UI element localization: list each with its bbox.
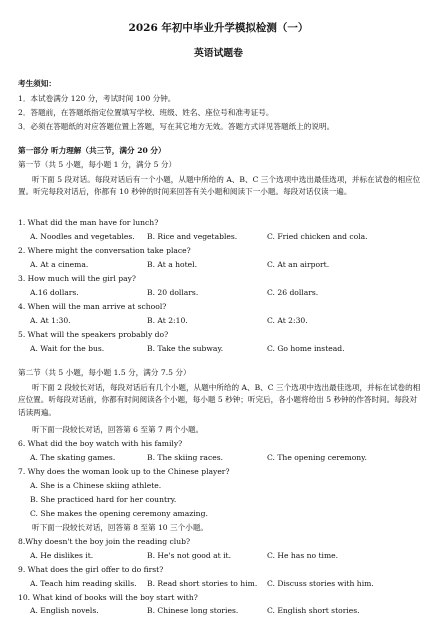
question-4: 4. When will the man arrive at school? — [18, 302, 167, 311]
q3-option-a: A.16 dollars. — [30, 288, 79, 297]
q8-option-b: B. He's not good at it. — [147, 551, 232, 560]
exam-title: 2026 年初中毕业升学模拟检测（一） — [128, 22, 309, 34]
q8-option-a: A. He dislikes it. — [30, 551, 94, 560]
notice-item-2: 2．答题前，在答题纸指定位置填写学校、班级、姓名、座位号和准考证号。 — [18, 108, 274, 117]
question-10: 10. What kind of books will the boy start with? — [18, 593, 198, 602]
q6-option-a: A. The skating games. — [30, 453, 116, 462]
section2-instructions: 听下面 2 段较长对话，每段对话后有几个小题，从题中所给的 A、B、C 三个选项中选出最佳选项，并标在试卷的相应位置。听每段对话前，你都有时间阅读各个小题，每小题 5 秒钟；听完后，各小题将给出 5 秒钟的作答时间。每段对话读两遍。 — [18, 383, 421, 417]
q7-option-b: B. She practiced hard for her country. — [30, 495, 177, 504]
part1-heading: 第一部分 听力理解（共三节，满分 20 分） — [18, 146, 166, 155]
q10-option-c: C. English short stories. — [267, 606, 360, 615]
dialogue2-intro: 听下面一段较长对话，回答第 8 至第 10 三个小题。 — [32, 523, 209, 532]
notice-item-3: 3．必须在答题纸的对应答题位置上答题，写在其它地方无效。答题方式详见答题纸上的说明。 — [18, 122, 335, 131]
section2-heading: 第二节（共 5 小题，每小题 1.5 分，满分 7.5 分） — [18, 368, 191, 377]
question-5: 5. What will the speakers probably do? — [18, 330, 169, 339]
q1-option-c: C. Fried chicken and cola. — [267, 232, 368, 241]
notice-heading: 考生须知： — [18, 79, 56, 88]
q5-option-b: B. Take the subway. — [147, 344, 224, 353]
q6-option-c: C. The opening ceremony. — [267, 453, 367, 462]
question-8: 8.Why doesn't the boy join the reading club? — [18, 537, 191, 546]
q3-option-b: B. 20 dollars. — [147, 288, 199, 297]
q2-option-a: A. At a cinema. — [30, 260, 89, 269]
q3-option-c: C. 26 dollars. — [267, 288, 319, 297]
q7-option-a: A. She is a Chinese skiing athlete. — [30, 481, 162, 490]
section1-instructions: 听下面 5 段对话。每段对话后有一个小题，从题中所给的 A、B、C 三个选项中选出最佳选项，并标在试卷的相应位置。听完每段对话后，你都有 10 秒钟的时间来回答有关小题和阅读下一小题。每段对话仅读一遍。 — [18, 175, 421, 197]
q4-option-a: A. At 1:30. — [30, 316, 71, 325]
dialogue1-intro: 听下面一段较长对话，回答第 6 至第 7 两个小题。 — [32, 425, 204, 434]
q2-option-c: C. At an airport. — [267, 260, 330, 269]
q7-option-c: C. She makes the opening ceremony amazing. — [30, 509, 208, 518]
section1-heading: 第一节（共 5 小题，每小题 1 分，满分 5 分） — [18, 160, 177, 169]
question-9: 9. What does the girl offer to do first? — [18, 565, 164, 574]
q1-option-b: B. Rice and vegetables. — [147, 232, 238, 241]
q5-option-a: A. Wait for the bus. — [30, 344, 105, 353]
q6-option-b: B. The skiing races. — [147, 453, 224, 462]
question-7: 7. Why does the woman look up to the Chinese player? — [18, 467, 230, 476]
question-1: 1. What did the man have for lunch? — [18, 218, 159, 227]
question-3: 3. How much will the girl pay? — [18, 274, 136, 283]
q4-option-c: C. At 2:30. — [267, 316, 308, 325]
q9-option-b: B. Read short stories to him. — [147, 579, 258, 588]
q9-option-c: C. Discuss stories with him. — [267, 579, 374, 588]
exam-subtitle: 英语试题卷 — [194, 48, 243, 59]
q10-option-a: A. English novels. — [30, 606, 99, 615]
q5-option-c: C. Go home instead. — [267, 344, 345, 353]
q9-option-a: A. Teach him reading skills. — [30, 579, 137, 588]
q10-option-b: B. Chinese long stories. — [147, 606, 239, 615]
q4-option-b: B. At 2:10. — [147, 316, 188, 325]
q1-option-a: A. Noodles and vegetables. — [30, 232, 135, 241]
question-2: 2. Where might the conversation take place? — [18, 246, 191, 255]
notice-item-1: 1．本试卷满分 120 分，考试时间 100 分钟。 — [18, 94, 176, 103]
q2-option-b: B. At a hotel. — [147, 260, 198, 269]
question-6: 6. What did the boy watch with his family? — [18, 439, 183, 448]
q8-option-c: C. He has no time. — [267, 551, 339, 560]
